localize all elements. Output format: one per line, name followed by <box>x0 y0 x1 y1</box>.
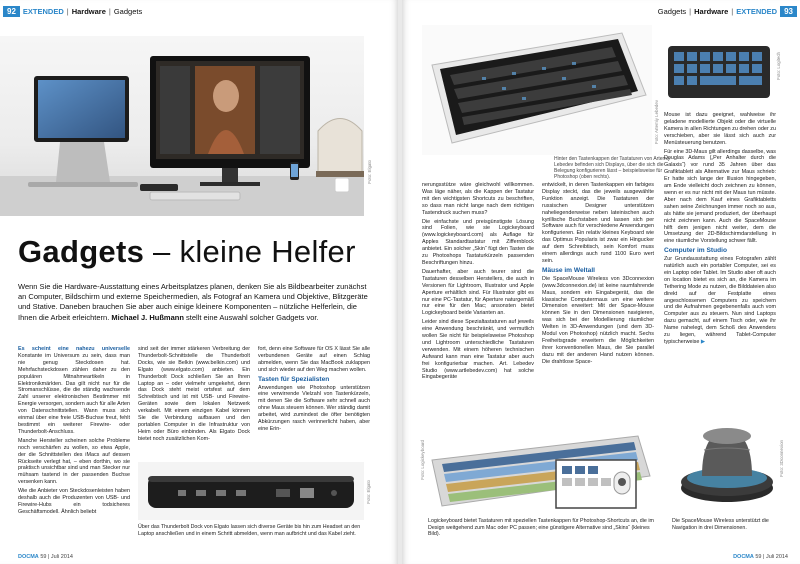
spacemouse-caption: Die SpaceMouse Wireless unterstützt die Navigation in drei Dimensionen. <box>672 518 769 531</box>
body-paragraph: Manche Hersteller scheinen solche Probleme noch verschärfen zu wollen, so etwa Apple, der die Schnittstellen des iMacs auf dessen Rückseite verlegt hat, – eben dorthin, wo sie praktisch unsichtbar sind und man Stecker nur mühsam tastend in der passenden Buchse versenken kann. <box>18 437 130 486</box>
right-header <box>658 5 797 17</box>
category-label: Hardware <box>71 6 106 16</box>
body-paragraph: sind seit der immer stärkeren Verbreitung der Thunderbolt-Schnittstelle die Thunderbolt Docks, wie sie Belkin (www.belkin.com) und Elgato (www.elgato.com) anbieten. Ein Thunderbolt Dock schließen Sie an Ihren Laptop an – oder vielmehr umgekehrt, denn das Dock steht meist ortsfest auf dem Schreibtisch und ist mit USB- und Firewire-Geräten sowie dem lokalen Netzwerk verkabelt. Mit einem einzigen Kabel können Sie die Verbindung aufbauen und den portablen Computer in die Infrastruktur von Heim oder Büro einbinden. Als Elgato Dock bietet noch zusätzlichen Kom- <box>138 346 250 442</box>
right-page <box>402 0 800 564</box>
category-label: Hardware <box>694 6 729 16</box>
dropcap-lead: Es scheint eine nahezu universelle <box>18 346 130 352</box>
hero-photo <box>0 36 364 216</box>
lead-text: Wenn Sie die Hardware-Ausstattung eines Arbeitsplatzes planen, denken Sie als Bildbearbeiter zunächst an Computer, Bildschirm und externe Speichermedien, als Fotograf an Kamera und Objektive, Blitzgeräte und Stative. Daneben brauchen Sie aber auch einige kleinere Komponenten – nützliche Helferlein, die Ihnen die Arbeit erleichtern. <box>18 282 368 322</box>
right-footer <box>733 554 788 560</box>
title-main: Gadgets <box>18 234 145 269</box>
mini-keyboard-illustration <box>664 40 774 104</box>
logikeyboard-credit: Foto: Logickeyboard <box>420 440 425 480</box>
body-paragraph: fort, denn eine Software für OS X lässt Sie alle verbundenen Geräte auf einen Schlag abmelden, wenn Sie das MacBook zuklappen und sich wieder auf den Weg machen wollen. <box>258 346 370 373</box>
section-label: EXTENDED <box>736 6 778 16</box>
mouse-photo-credit: Foto: Logitech <box>776 52 781 80</box>
issue-info: 59 | Juli 2014 <box>755 554 788 560</box>
author-name: Michael J. Hußmann <box>111 312 184 322</box>
section-heading: Mäuse im Weltall <box>542 266 596 274</box>
body-paragraph: Wie die Anbieter von Steckdosenleisten haben deshalb auch die Produzenten von USB- und Firewire-Hubs ein todsicheres Geschäftsmodell. Ähnlich beliebt <box>18 488 130 515</box>
body-paragraph: Anwendungen wie Photoshop unterstützen eine verwirrende Vielzahl von Tastenkürzeln, mit denen Sie die Software sehr schnell auch ohne Maus steuern können. Wer ständig damit arbeitet, wird zumindest die öfter benötigten Abkürzungen rasch verinnerlicht haben, aber eine Erin- <box>258 384 370 432</box>
desk-setup-illustration <box>0 36 364 216</box>
lead-paragraph <box>18 282 370 323</box>
header-separator-bar: | <box>689 6 692 16</box>
body-paragraph: Für eine 3D-Maus gilt allerdings dasselbe, was Douglas Adams („Per Anhalter durch die Galaxis“) vor rund 35 Jahren über das Grafiktablett als Alternative zur Maus schrieb: Er hatte sich lange der Illusion hingegeben, am Ende vielleicht doch zeichnen zu können, wenn er es nur nicht mit der Maus tun müsste. Aber nach dem Kauf eines Grafiktabletts sahen seine Zeichnungen immer noch so aus, als hätte sie jemand produziert, der überhaupt nicht zeichnen kann. Auch die SpaceMouse hilft dem jenigen nicht weiter, dem die Umsetzung der 2D-Bildschirmdarstellung in eine räumliche Vorstellung schwer fällt. <box>664 148 776 245</box>
title-rest: kleine Helfer <box>179 234 356 269</box>
spacemouse-credit: Foto: 3Dconnexion <box>779 440 784 477</box>
header-separator-bar: | <box>731 6 734 16</box>
continue-arrow-icon: ▶ <box>700 339 706 345</box>
optimus-keyboard-photo <box>422 25 652 155</box>
body-paragraph: Dauerhafter, aber auch teurer sind die Tastaturen desselben Herstellers, die auch in Versionen für Lightroom, Illustrator und Apple Aperture erhältlich sind. Für Illustrator gibt es nur eine PC-Tastatur, für Aperture naturgemäß nur eine für den Mac; ansonsten bietet Logickeyboard beide Varianten an. <box>422 268 534 317</box>
magazine-name: DOCMA <box>18 554 39 560</box>
body-paragraph: Konstante im Universum zu sein, dass man nie genug Steckdosen hat. Mehrfachsteckdosen zählen daher zu den populären Mitnahmeartikeln in Elektronikmärkten. Das gilt nicht nur für die Stromanschlüsse, die die ständig wachsende Zahl unserer elektronischen Bestimmer mit Energie versorgen, sondern auch für alle Arten von Datenschnittstellen. Wann muss sich einmal über eine freie USB-Buchse freut, fehlt bestimmt ein weiterer Firewire- oder Thunderbolt-Anschluss. <box>18 352 130 435</box>
keyboard-caption: Hinter den Tastenkappen der Tastaturen von Artemiy Lebedev befinden sich Displays, über die sich die Belegung konfigurieren lässt – beispielsweise für Photoshop (oben rechts). <box>554 156 671 180</box>
topic-label: Gadgets <box>657 6 687 16</box>
body-paragraph: Zur Grundausstattung eines Fotografen zählt natürlich auch ein portabler Computer, sei es ein Laptop oder Tablet. Im Studio aber oft auch on location bietet es sich an, die Kamera im Tethering Mode zu nutzen, die Bilddateien also direkt auf der Festplatte eines angeschlossenen Computers zu speichern und die Aufnahmen gegebenenfalls auch vom Computer aus zu steuern. Nun sind Laptops dazu gemacht, auf einem Tisch oder, wie ihr Name nahelegt, dem Schoß des Anwenders zu liegen, während Tablet-Computer typischerweise <box>664 256 776 345</box>
article-title <box>18 234 356 270</box>
magazine-name: DOCMA <box>733 554 754 560</box>
header-separator-bar: | <box>108 6 111 16</box>
body-paragraph: Die SpaceMouse Wireless von 3Dconnexion (www.3dconnexion.de) ist keine raumfahrende Maus, sondern ein Eingabegerät, das die klassische Computermaus um eine weitere Dimension erweitert: Mit der Space-Mouse können Sie in den Dimensionen navigieren, was sich bei der Modellierung räumlicher Welten in 3D-Anwendungen (und dem 3D-Modul von Photoshop) nützlich macht. Sechs Freiheitsgrade erweitern die Möglichkeiten ihrer konventionellen Maus, die Sie parallel dazu mit der anderen Hand nutzen können. Die drahtlose Space- <box>542 275 654 365</box>
lead-end-text: stellt eine Auswahl solcher Gadgets vor. <box>186 312 319 322</box>
left-page <box>0 0 398 564</box>
photoshop-keyboard-photo <box>664 40 774 104</box>
thunderbolt-dock-illustration <box>138 462 364 520</box>
title-dash: – <box>144 234 180 269</box>
header-separator-bar: | <box>66 6 69 16</box>
body-paragraph: Mouse ist dazu geeignet, wahlweise ihr geladene modellierte Objekt oder die virtuelle Kamera in allen Richtungen zu drehen oder zu verschieben, aber sie lässt sich auch zur Menüsteuerung benutzen. <box>664 112 776 146</box>
logickeyboard-illustration <box>428 430 654 514</box>
left-footer <box>18 554 73 560</box>
spacemouse-illustration <box>672 410 782 510</box>
issue-info: 59 | Juli 2014 <box>40 554 73 560</box>
page-number: 93 <box>780 6 797 17</box>
section-label: EXTENDED <box>22 6 64 16</box>
right-column-1 <box>422 182 534 428</box>
dock-photo <box>138 462 364 520</box>
display-keyboard-illustration <box>422 25 652 155</box>
dock-photo-credit: Foto: Elgato <box>366 480 371 504</box>
spacemouse-photo <box>672 410 782 510</box>
right-column-2 <box>542 182 654 428</box>
left-column-1 <box>18 346 130 548</box>
topic-label: Gadgets <box>113 6 143 16</box>
page-number: 92 <box>3 6 20 17</box>
left-column-3 <box>258 346 370 456</box>
body-paragraph: nerungsstütze wäre gleichwohl willkommen. Was läge näher, als die Kappen der Tastatur mit den wichtigsten Shortcuts zu beschriften, so dass man nicht lange nach dem richtigen Tastendruck suchen muss? <box>422 182 534 216</box>
section-heading: Computer im Studio <box>664 247 728 255</box>
body-paragraph: Die einfachste und preisgünstigste Lösung sind Folien, wie sie Logickeyboard (www.logickeyboard.com) als Auflage für Apples Standardtastatur mit Ziffernblock anbietet. Ein solcher „Skin“ fügt den Tasten die zu Photoshops Tastaturkürzeln passenden Beschriftungen hinzu. <box>422 218 534 266</box>
keyboard-photo-credit: Foto: Artemiy Lebedev <box>654 100 659 144</box>
dock-caption: Über das Thunderbolt Dock von Elgato lassen sich diverse Geräte bis hin zum Headset an den Laptop anschließen und in einem Schritt abmelden, wenn man aufbricht und das Kabel zieht. <box>138 524 361 537</box>
body-paragraph: entwickelt, in deren Tastenkappen ein farbiges Display steckt, das die jeweils ausgewählte Funktion anzeigt. Die Tastaturen der russischen Designer unterstützen naheliegenderweise neben lateinischen auch kyrillische Buchstaben und lassen sich per Software auch für verschiedene Anwendungen konfigurieren. Ein relativ kleines Keyboard wie das Optimus Popularis ist zwar ein Hingucker auf dem Schreibtisch, sein Komfort muss einem allerdings auch rund 1100 Euro wert sein. <box>542 182 654 264</box>
right-column-3 <box>664 112 776 398</box>
left-column-2 <box>138 346 250 456</box>
body-paragraph: Leider sind diese Spezialtastaturen auf jeweils eine Anwendung beschränkt, und vermutlich wollen Sie nicht für beispielsweise Photoshop und Lightroom unterschiedliche Tastaturen verwenden. Mit einem höheren technischen Aufwand kann man eine Tastatur aber auch frei konfigurierbar machen. Art. Lebedev Studio (www.artlebedev.com) hat solche Eingabegeräte <box>422 319 534 381</box>
logickeyboard-photo <box>428 430 654 514</box>
left-header <box>3 5 142 17</box>
logikeyboard-caption: Logickeyboard bietet Tastaturen mit speziellen Tastenkappen für Photoshop-Shortcuts an, die im Design weitgehend zum Mac oder PC passen; eine günstigere Alternative sind „Skins“ (kleines Bild). <box>428 518 654 537</box>
photo-credit: Foto: Elgato <box>367 160 372 184</box>
section-heading: Tasten für Spezialisten <box>258 375 330 383</box>
